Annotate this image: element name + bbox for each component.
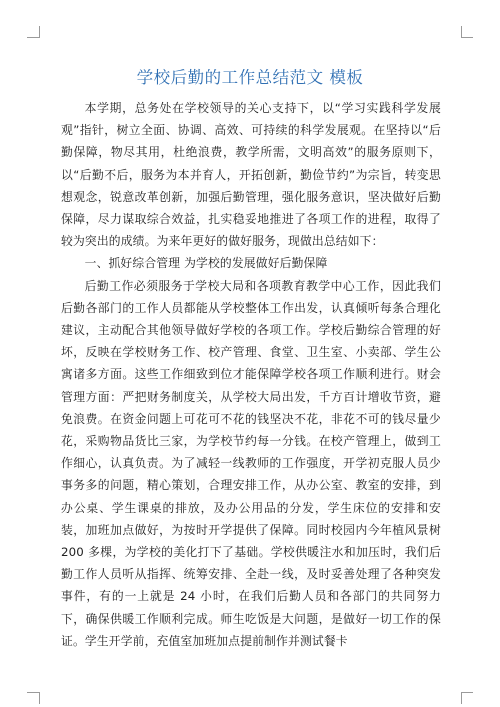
paragraph-intro: 本学期，总务处在学校领导的关心支持下，以“学习实践科学发展观”指针，树立全面、协调、高效、可持续的科学发展观。在坚持以“后勤保障，物尽其用，杜绝浪费，教学所需，文明高效”的服务原则下，以“后勤不后，服务为本并育人，开拓创新，勤俭节约”为宗旨，转变思想观念，锐意改革创新，加强后勤管理，强化服务意识，坚决做好后勤保障，尽力谋取综合效益，扎实稳妥地推进了各项工作的进程，取得了较为突出的成绩。为来年更好的做好服务，现做出总结如下： — [61, 101, 441, 249]
crop-mark-bottom-left-h — [27, 692, 39, 693]
section-heading-1: 一、抓好综合管理 为学校的发展做好后勤保障 — [84, 256, 328, 271]
crop-mark-top-left-v — [39, 26, 40, 38]
crop-mark-top-right-h — [461, 37, 473, 38]
crop-mark-bottom-left-v — [39, 692, 40, 704]
paragraph-section-1: 后勤工作必须服务于学校大局和各项教育教学中心工作，因此我们后勤各部门的工作人员都能从学校整体工作出发，认真倾听每条合理化建议，主动配合其他领导做好学校的各项工作。学校后勤综合管理的好坏，反映在学校财务工作、校产管理、食堂、卫生室、小卖部、学生公寓诸多方面。这些工作细致到位才能保障学校各项工作顺利进行。财会管理方面：严把财务制度关，从学校大局出发，千方百计增收节资，避免浪费。在资金问题上可花可不花的钱坚决不花，非花不可的钱尽量少花，采购物品货比三家，为学校节约每一分钱。在校产管理上，做到工作细心，认真负责。为了减轻一线教师的工作强度，开学初克服人员少事务多的问题，精心策划，合理安排工作，从办公室、教室的安排，到办公桌、学生课桌的排放，及办公用品的分发，学生床位的安排和安装，加班加点做好，为按时开学提供了保障。同时校园内今年植风景树 200 多棵，为学校的美化打下了基础。学校供暖注水和加压时，我们后勤工作人员听从指挥、统筹安排、全赴一线，及时妥善处理了各种突发事件，有的一上就是 24 小时，在我们后勤人员和各部门的共同努力下，确保供暖工作顺利完成。师生吃饭是大问题，是做好一切工作的保证。学生开学前，充值室加班加点提前制作并测试餐卡 — [61, 278, 441, 648]
crop-mark-bottom-right-v — [461, 692, 462, 704]
crop-mark-top-left-h — [27, 37, 39, 38]
crop-mark-bottom-right-h — [461, 692, 473, 693]
document-body — [61, 97, 441, 652]
crop-mark-top-right-v — [461, 26, 462, 38]
document-title: 学校后勤的工作总结范文 模板 — [136, 68, 364, 87]
